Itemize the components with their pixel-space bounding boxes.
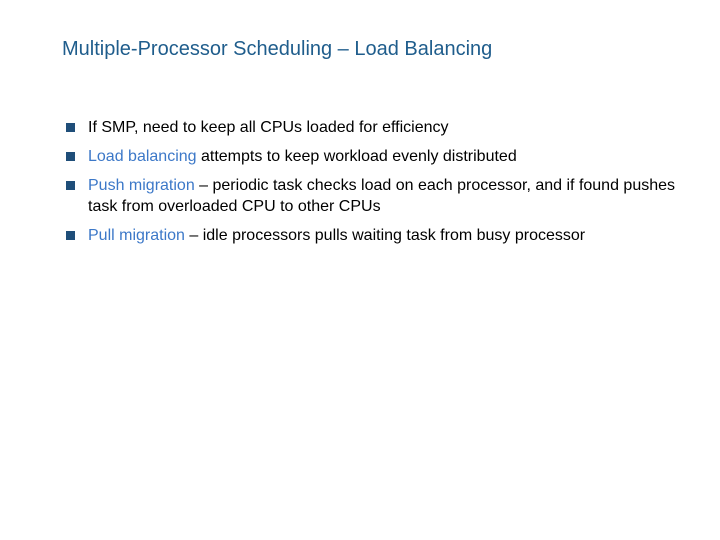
square-bullet-icon <box>66 231 75 240</box>
bullet-item-push-migration <box>62 175 682 217</box>
bullet-item-pull-migration <box>62 225 682 246</box>
bullet-text: If SMP, need to keep all CPUs loaded for efficiency <box>88 119 449 136</box>
bullet-text: attempts to keep workload evenly distributed <box>196 148 517 165</box>
bullet-list <box>62 117 682 254</box>
bullet-item-load-balancing <box>62 146 682 167</box>
square-bullet-icon <box>66 181 75 190</box>
bullet-text: – idle processors pulls waiting task from busy processor <box>184 227 586 244</box>
bullet-item-smp <box>62 117 682 138</box>
bullet-text: – periodic task checks load on each processor, and if found pushes task from overloaded CPU to other CPUs <box>88 177 676 215</box>
square-bullet-icon <box>66 123 75 132</box>
slide-title: Multiple-Processor Scheduling – Load Balancing <box>62 38 493 60</box>
bullet-highlight-term: Push migration <box>88 177 195 194</box>
square-bullet-icon <box>66 152 75 161</box>
bullet-highlight-term: Load balancing <box>88 148 197 165</box>
bullet-highlight-term: Pull migration <box>88 227 185 244</box>
